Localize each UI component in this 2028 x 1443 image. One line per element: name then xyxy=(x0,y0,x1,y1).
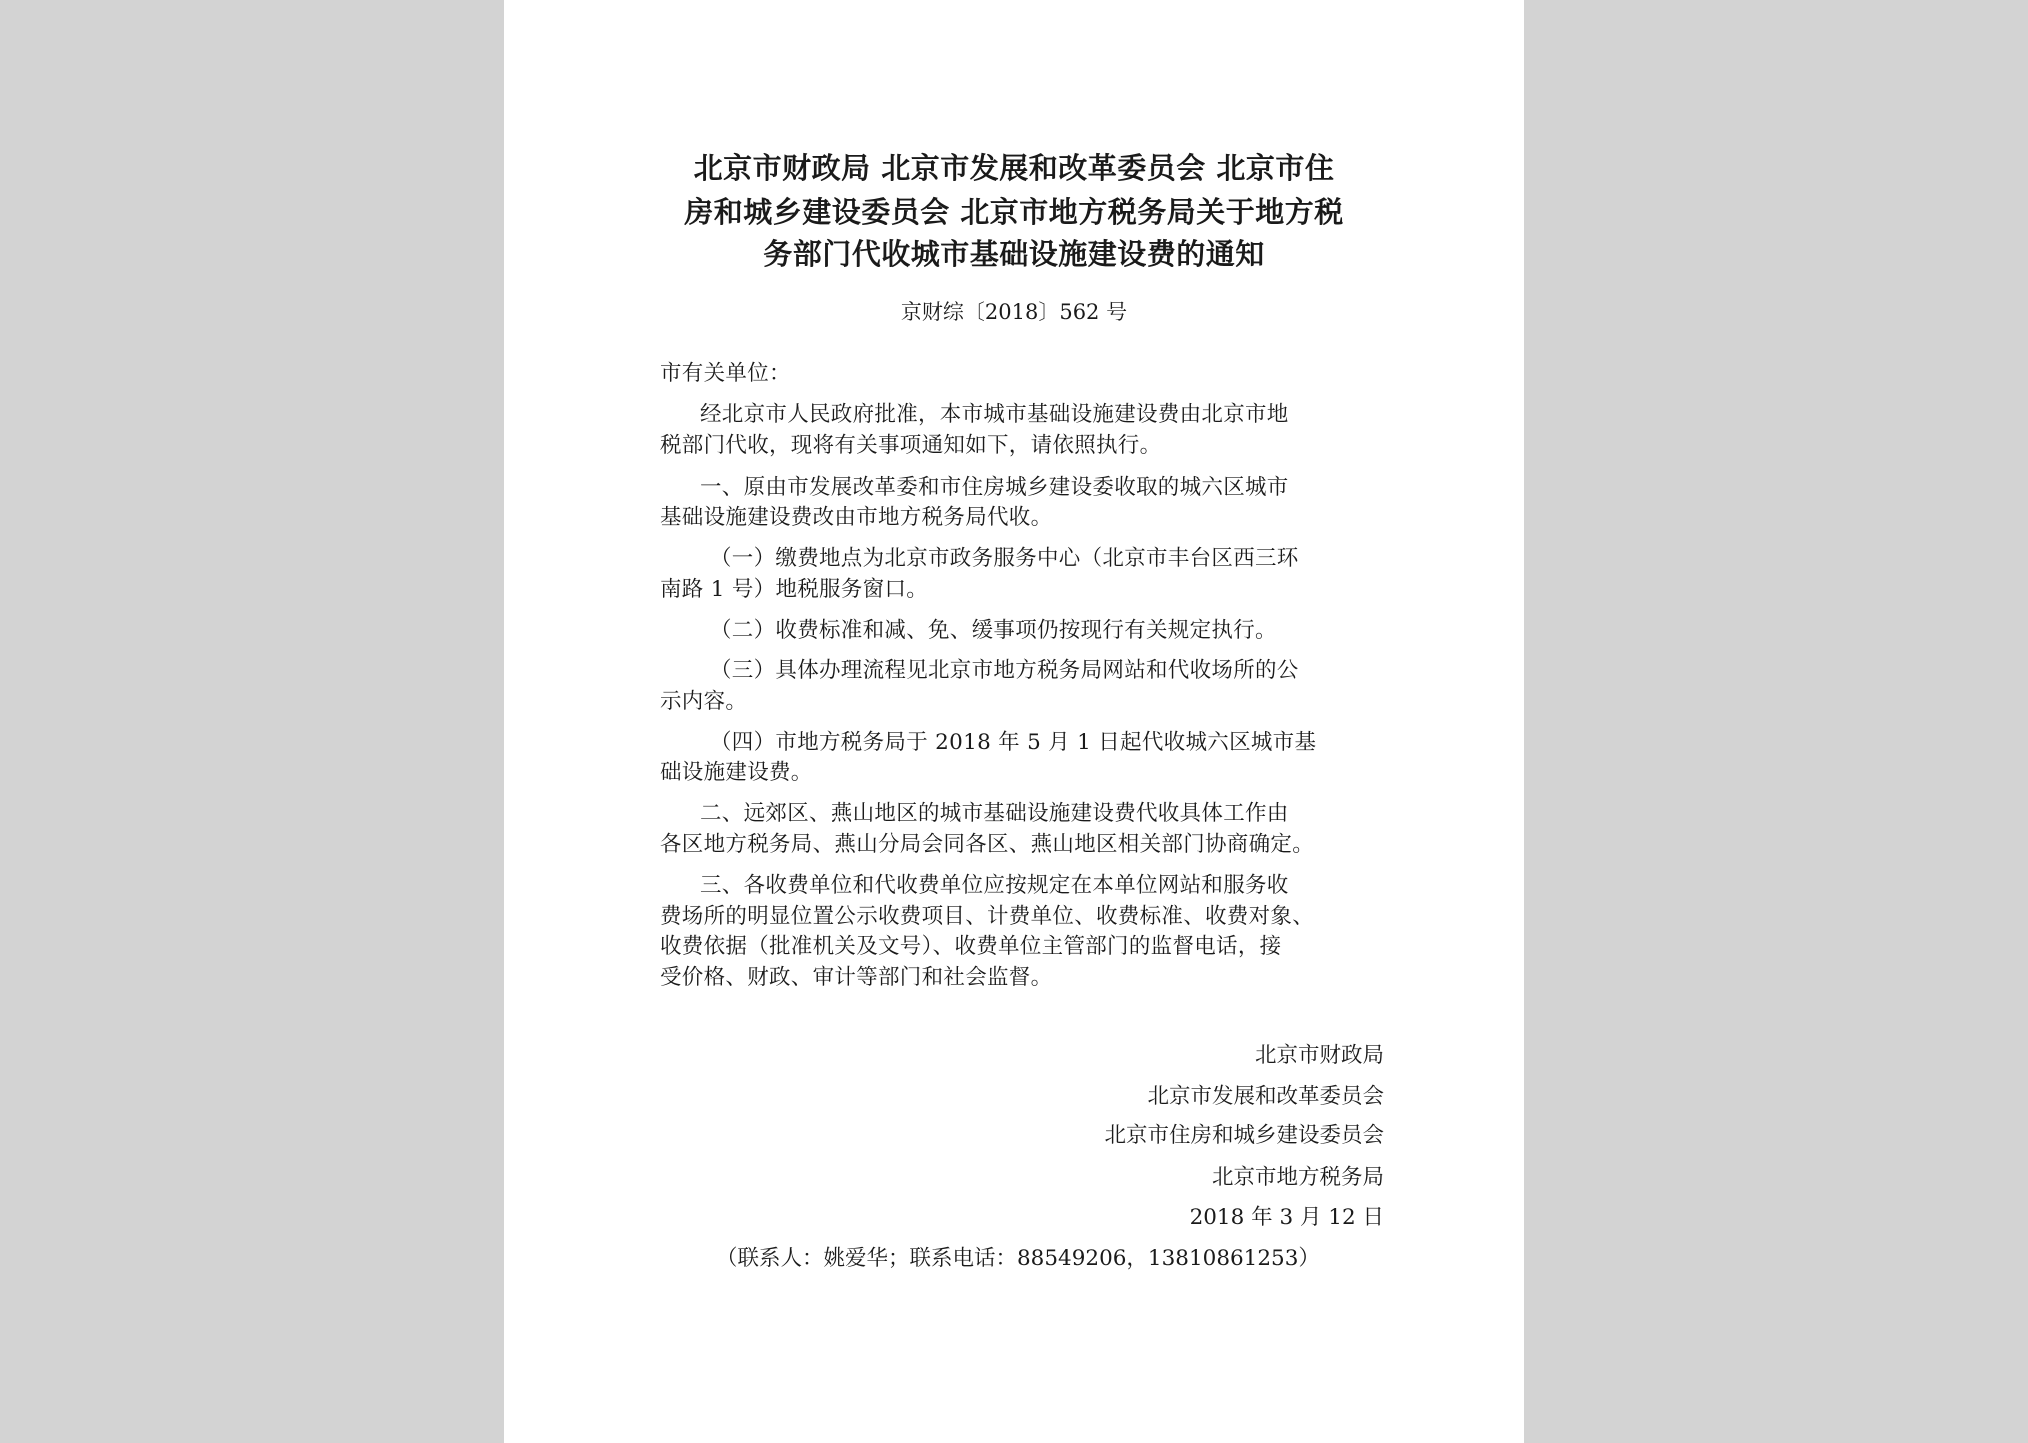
signatory-finance-bureau: 北京市财政局 xyxy=(1254,1043,1384,1068)
body-line: 二、远郊区、燕山地区的城市基础设施建设费代收具体工作由 xyxy=(700,801,1289,826)
body-line: 税部门代收，现将有关事项通知如下，请依照执行。 xyxy=(660,433,1162,458)
body-line: 一、原由市发展改革委和市住房城乡建设委收取的城六区城市 xyxy=(700,475,1289,500)
document-title-line-1: 北京市财政局 北京市发展和改革委员会 北京市住 xyxy=(693,151,1335,185)
document-number: 京财综〔2018〕562 号 xyxy=(900,300,1128,324)
body-line: 经北京市人民政府批准，本市城市基础设施建设费由北京市地 xyxy=(700,402,1289,427)
body-line: 收费依据（批准机关及文号）、收费单位主管部门的监督电话，接 xyxy=(660,934,1282,959)
body-line: （二）收费标准和减、免、缓事项仍按现行有关规定执行。 xyxy=(710,618,1277,643)
body-line: 受价格、财政、审计等部门和社会监督。 xyxy=(660,965,1053,990)
signatory-housing-construction: 北京市住房和城乡建设委员会 xyxy=(1104,1123,1384,1148)
body-line: 础设施建设费。 xyxy=(660,760,813,785)
body-line: 示内容。 xyxy=(660,689,748,714)
contact-info: （联系人：姚爱华；联系电话：88549206，13810861253） xyxy=(716,1246,1320,1271)
body-line: （四）市地方税务局于 2018 年 5 月 1 日起代收城六区城市基 xyxy=(710,730,1317,755)
document-page xyxy=(504,0,1524,1443)
body-line: 基础设施建设费改由市地方税务局代收。 xyxy=(660,505,1053,530)
signatory-development-reform: 北京市发展和改革委员会 xyxy=(1147,1084,1384,1109)
signatory-local-tax-bureau: 北京市地方税务局 xyxy=(1211,1165,1384,1190)
body-line: 南路 1 号）地税服务窗口。 xyxy=(660,577,929,602)
document-title-line-3: 务部门代收城市基础设施建设费的通知 xyxy=(763,237,1265,271)
document-title-line-2: 房和城乡建设委员会 北京市地方税务局关于地方税 xyxy=(684,195,1344,229)
body-line: （三）具体办理流程见北京市地方税务局网站和代收场所的公 xyxy=(710,658,1299,683)
document-date: 2018 年 3 月 12 日 xyxy=(1189,1205,1384,1230)
body-line: 费场所的明显位置公示收费项目、计费单位、收费标准、收费对象、 xyxy=(660,904,1315,929)
body-line: 三、各收费单位和代收费单位应按规定在本单位网站和服务收 xyxy=(700,873,1289,898)
salutation: 市有关单位： xyxy=(660,361,791,386)
body-line: （一）缴费地点为北京市政务服务中心（北京市丰台区西三环 xyxy=(710,546,1299,571)
body-line: 各区地方税务局、燕山分局会同各区、燕山地区相关部门协商确定。 xyxy=(660,832,1315,857)
